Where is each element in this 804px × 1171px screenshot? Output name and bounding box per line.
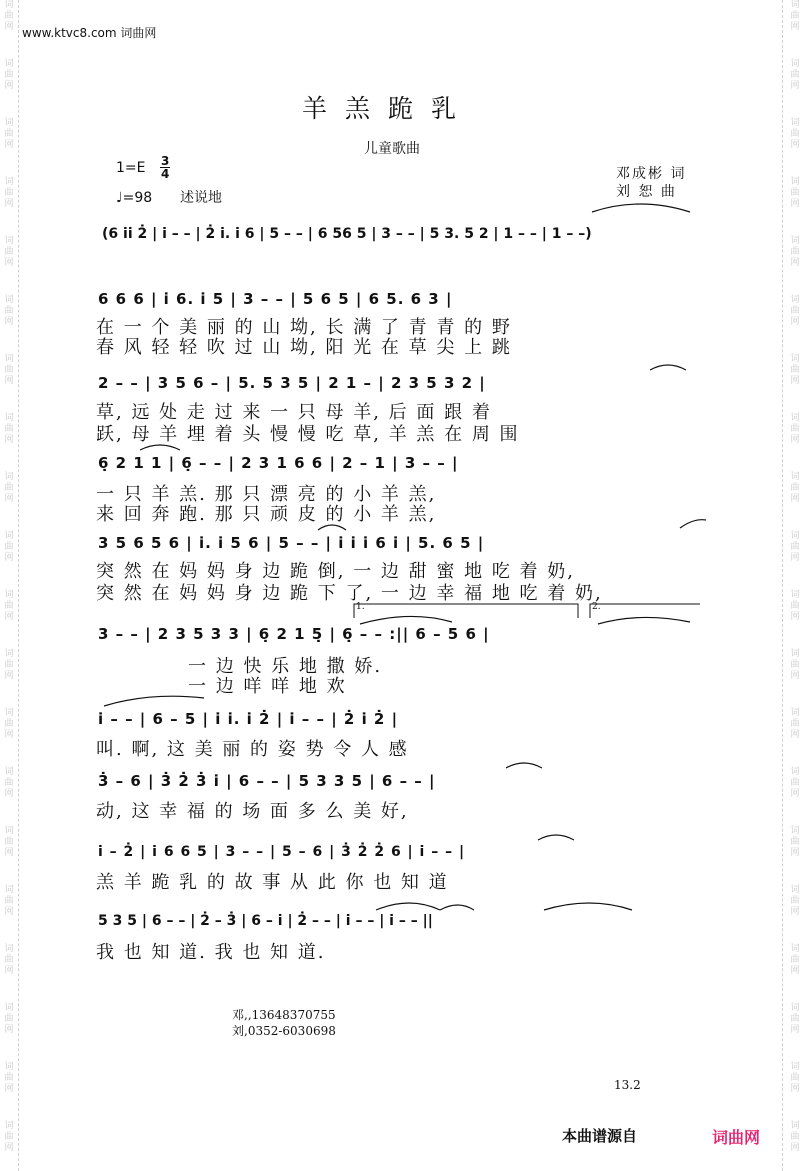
watermark-char: 词: [790, 826, 800, 836]
watermark-char: 词: [4, 1121, 14, 1131]
watermark-char: 网: [790, 258, 800, 268]
watermark-char: 曲: [790, 365, 800, 375]
watermark-char: 网: [790, 907, 800, 917]
line7-lyric: 动, 这 幸 福 的 场 面 多 么 美 好,: [96, 801, 409, 822]
watermark-char: 网: [4, 140, 14, 150]
watermark-char: 词: [4, 236, 14, 246]
watermark-char: 曲: [4, 601, 14, 611]
footer-brand-link[interactable]: 词曲网: [712, 1128, 761, 1147]
watermark-char: 曲: [4, 365, 14, 375]
key-signature: 1=E: [116, 160, 146, 176]
watermark-char: 词: [4, 531, 14, 541]
site-url[interactable]: www.ktvc8.com 词曲网: [22, 26, 157, 40]
line2-slur: [650, 365, 686, 370]
watermark-char: 词: [790, 1062, 800, 1072]
watermark-char: 词: [790, 590, 800, 600]
watermark-char: 曲: [4, 1132, 14, 1142]
watermark-char: 网: [4, 494, 14, 504]
watermark-char: 网: [790, 789, 800, 799]
watermark-char: 词: [790, 649, 800, 659]
page-number: 13.2: [614, 1078, 641, 1092]
watermark-char: 曲: [790, 129, 800, 139]
watermark-char: 词: [790, 472, 800, 482]
line9-slur-3: [544, 903, 632, 910]
line2-lyric-verse1: 草, 远 处 走 过 来 一 只 母 羊, 后 面 跟 着: [96, 402, 492, 423]
watermark-char: 词: [790, 236, 800, 246]
watermark-char: 曲: [4, 896, 14, 906]
intro-notes: (6 i̇i̇ 2̇ | i̇ – – | 2̇ i̇. i̇ 6 | 5 – – | 6 56 5 | 3 – – | 5 3. 5 2 | 1 – – | 1 – –): [102, 226, 592, 242]
line4-slur-2: [318, 525, 346, 530]
watermark-char: 曲: [790, 955, 800, 965]
watermark-char: 网: [790, 494, 800, 504]
line2-lyric-verse2: 跃, 母 羊 埋 着 头 慢 慢 吃 草, 羊 羔 在 周 围: [96, 424, 520, 445]
line6-slur: [104, 696, 204, 706]
watermark-char: 网: [4, 22, 14, 32]
line6-notes: i̇ – – | 6 – 5 | i̇ i̇. i̇ 2̇ | i̇ – – | 2̇ i̇ 2̇ |: [98, 710, 399, 728]
contact-line-2: 刘,0352-6030698: [232, 1024, 336, 1038]
line8-notes: i̇ – 2̇ | i̇ 6 6 5 | 3 – – | 5 – 6 | 3̇ 2̇ 2̇ 6 | i̇ – – |: [98, 844, 466, 860]
watermark-char: 曲: [790, 247, 800, 257]
line3-lyric-verse2: 来 回 奔 跑. 那 只 顽 皮 的 小 羊 羔,: [96, 504, 437, 525]
watermark-char: 网: [790, 376, 800, 386]
line9-slur-1: [376, 903, 440, 910]
watermark-char: 网: [790, 612, 800, 622]
watermark-char: 词: [4, 413, 14, 423]
line5-slur-2: [598, 617, 690, 624]
watermark-char: 曲: [4, 70, 14, 80]
watermark-char: 词: [4, 826, 14, 836]
watermark-char: 曲: [4, 188, 14, 198]
watermark-char: 曲: [790, 1132, 800, 1142]
line9-notes: 5 3 5 | 6 – – | 2̇ – 3̇ | 6 – i̇ | 2̇ – – | i̇ – – | i̇ – – ||: [98, 913, 433, 929]
song-subtitle: 儿童歌曲: [364, 141, 420, 157]
watermark-char: 词: [790, 0, 800, 10]
time-signature-bottom: 4: [161, 167, 170, 181]
watermark-char: 词: [790, 295, 800, 305]
watermark-char: 网: [4, 1025, 14, 1035]
watermark-char: 曲: [790, 719, 800, 729]
watermark-char: 网: [4, 907, 14, 917]
line5-lyric-verse2: 一 边 咩 咩 地 欢: [188, 676, 347, 697]
line1-notes: 6 6 6 | i̇ 6. i̇ 5 | 3 – – | 5 6 5 | 6 5. 6 3 |: [98, 290, 453, 308]
watermark-char: 词: [790, 531, 800, 541]
watermark-char: 网: [4, 258, 14, 268]
watermark-char: 网: [790, 730, 800, 740]
watermark-char: 网: [790, 140, 800, 150]
expression-marking: 述说地: [180, 190, 222, 206]
volta-2-label: 2.: [592, 602, 601, 612]
watermark-char: 词: [4, 59, 14, 69]
watermark-char: 网: [4, 435, 14, 445]
watermark-char: 曲: [790, 306, 800, 316]
watermark-char: 曲: [4, 424, 14, 434]
watermark-char: 网: [4, 789, 14, 799]
watermark-char: 词: [790, 1121, 800, 1131]
watermark-char: 网: [790, 553, 800, 563]
line3-slur: [140, 445, 180, 450]
song-title: 羊羔跪乳: [302, 94, 475, 123]
watermark-char: 曲: [4, 660, 14, 670]
watermark-char: 曲: [790, 601, 800, 611]
watermark-char: 曲: [4, 542, 14, 552]
line2-notes: 2 – – | 3 5 6 – | 5. 5 3 5 | 2 1 – | 2 3 5 3 2 |: [98, 374, 486, 392]
watermark-char: 曲: [4, 719, 14, 729]
line8-lyric: 羔 羊 跪 乳 的 故 事 从 此 你 也 知 道: [96, 872, 449, 893]
watermark-char: 曲: [4, 11, 14, 21]
watermark-char: 词: [4, 472, 14, 482]
watermark-char: 词: [4, 649, 14, 659]
watermark-char: 网: [4, 612, 14, 622]
watermark-char: 曲: [4, 129, 14, 139]
line8-slur: [538, 835, 574, 840]
watermark-char: 网: [4, 81, 14, 91]
watermark-char: 词: [4, 1003, 14, 1013]
watermark-char: 曲: [790, 542, 800, 552]
watermark-char: 网: [4, 730, 14, 740]
watermark-char: 网: [790, 81, 800, 91]
watermark-char: 网: [4, 553, 14, 563]
watermark-char: 曲: [4, 306, 14, 316]
footer-source-label: 本曲谱源自: [562, 1127, 638, 1145]
watermark-char: 词: [790, 177, 800, 187]
line7-notes: 3̇ – 6 | 3̇ 2̇ 3̇ i̇ | 6 – – | 5 3 3 5 | 6 – – |: [98, 772, 436, 790]
line5-slur: [360, 616, 452, 624]
line4-slur: [680, 520, 706, 528]
watermark-char: 词: [790, 118, 800, 128]
tempo-marking: ♩=98: [116, 190, 153, 206]
composer-credit: 刘 恕 曲: [616, 184, 677, 200]
contact-line-1: 邓,,13648370755: [232, 1008, 336, 1022]
watermark-char: 词: [790, 885, 800, 895]
watermark-char: 词: [4, 118, 14, 128]
watermark-char: 曲: [790, 483, 800, 493]
watermark-char: 词: [790, 413, 800, 423]
watermark-char: 网: [790, 1025, 800, 1035]
watermark-char: 曲: [4, 1014, 14, 1024]
line4-notes: 3 5 6 5 6 | i̇. i̇ 5 6 | 5 – – | i̇ i̇ i̇ 6 i̇ | 5. 6 5 |: [98, 534, 485, 552]
watermark-char: 曲: [790, 11, 800, 21]
lyricist-credit: 邓成彬 词: [616, 166, 687, 182]
watermark-char: 网: [790, 317, 800, 327]
watermark-char: 曲: [4, 247, 14, 257]
watermark-char: 词: [4, 0, 14, 10]
line7-slur: [506, 763, 542, 768]
watermark-char: 词: [4, 708, 14, 718]
watermark-char: 曲: [4, 1073, 14, 1083]
watermark-char: 网: [790, 966, 800, 976]
volta-1-label: 1.: [356, 602, 365, 612]
watermark-char: 曲: [790, 70, 800, 80]
watermark-char: 词: [790, 767, 800, 777]
line9-lyric: 我 也 知 道. 我 也 知 道.: [96, 942, 326, 963]
time-signature-top: 3: [161, 154, 170, 168]
watermark-char: 词: [4, 885, 14, 895]
watermark-char: 曲: [4, 955, 14, 965]
watermark-char: 词: [4, 767, 14, 777]
line6-lyric: 叫. 啊, 这 美 丽 的 姿 势 令 人 感: [96, 739, 409, 760]
watermark-char: 曲: [790, 896, 800, 906]
watermark-char: 网: [790, 671, 800, 681]
watermark-char: 网: [4, 376, 14, 386]
watermark-char: 网: [4, 317, 14, 327]
watermark-char: 网: [790, 22, 800, 32]
watermark-char: 网: [790, 1084, 800, 1094]
watermark-char: 网: [4, 671, 14, 681]
watermark-char: 曲: [790, 424, 800, 434]
watermark-char: 网: [4, 848, 14, 858]
watermark-char: 曲: [790, 778, 800, 788]
line1-lyric-verse2: 春 风 轻 轻 吹 过 山 坳, 阳 光 在 草 尖 上 跳: [96, 337, 512, 358]
volta-1-bracket: [354, 604, 578, 618]
line4-lyric-verse2: 突 然 在 妈 妈 身 边 跪 下 了, 一 边 幸 福 地 吃 着 奶,: [96, 583, 603, 604]
line3-lyric-verse1: 一 只 羊 羔. 那 只 漂 亮 的 小 羊 羔,: [96, 484, 437, 505]
watermark-char: 曲: [4, 483, 14, 493]
watermark-char: 词: [4, 1062, 14, 1072]
watermark-char: 词: [790, 1003, 800, 1013]
line4-lyric-verse1: 突 然 在 妈 妈 身 边 跪 倒, 一 边 甜 蜜 地 吃 着 奶,: [96, 561, 575, 582]
watermark-char: 词: [790, 944, 800, 954]
watermark-char: 曲: [790, 660, 800, 670]
watermark-char: 词: [4, 944, 14, 954]
watermark-char: 曲: [790, 1014, 800, 1024]
line5-lyric-verse1: 一 边 快 乐 地 撒 娇.: [188, 656, 383, 677]
line9-slur-2: [440, 905, 474, 910]
line1-lyric-verse1: 在 一 个 美 丽 的 山 坳, 长 满 了 青 青 的 野: [96, 317, 512, 338]
intro-slur: [592, 204, 690, 212]
watermark-char: 网: [790, 848, 800, 858]
watermark-char: 网: [4, 966, 14, 976]
watermark-char: 词: [4, 177, 14, 187]
watermark-char: 词: [4, 354, 14, 364]
watermark-char: 词: [4, 590, 14, 600]
line3-notes: 6̣ 2 1 1 | 6̣ – – | 2 3 1 6 6 | 2 – 1 | 3 – – |: [98, 454, 459, 472]
watermark-char: 网: [790, 1143, 800, 1153]
watermark-char: 曲: [790, 1073, 800, 1083]
watermark-char: 曲: [4, 778, 14, 788]
watermark-char: 曲: [4, 837, 14, 847]
watermark-char: 曲: [790, 188, 800, 198]
watermark-char: 词: [790, 708, 800, 718]
volta-2-bracket: [590, 604, 700, 618]
watermark-char: 网: [4, 199, 14, 209]
watermark-char: 词: [790, 354, 800, 364]
watermark-char: 网: [790, 199, 800, 209]
watermark-char: 曲: [790, 837, 800, 847]
watermark-char: 网: [790, 435, 800, 445]
line5-notes: 3 – – | 2 3 5 3 3 | 6̣ 2 1 5̣ | 6̣ – – :|| 6 – 5 6 |: [98, 625, 490, 643]
watermark-char: 网: [4, 1143, 14, 1153]
watermark-char: 词: [790, 59, 800, 69]
watermark-char: 词: [4, 295, 14, 305]
watermark-char: 网: [4, 1084, 14, 1094]
